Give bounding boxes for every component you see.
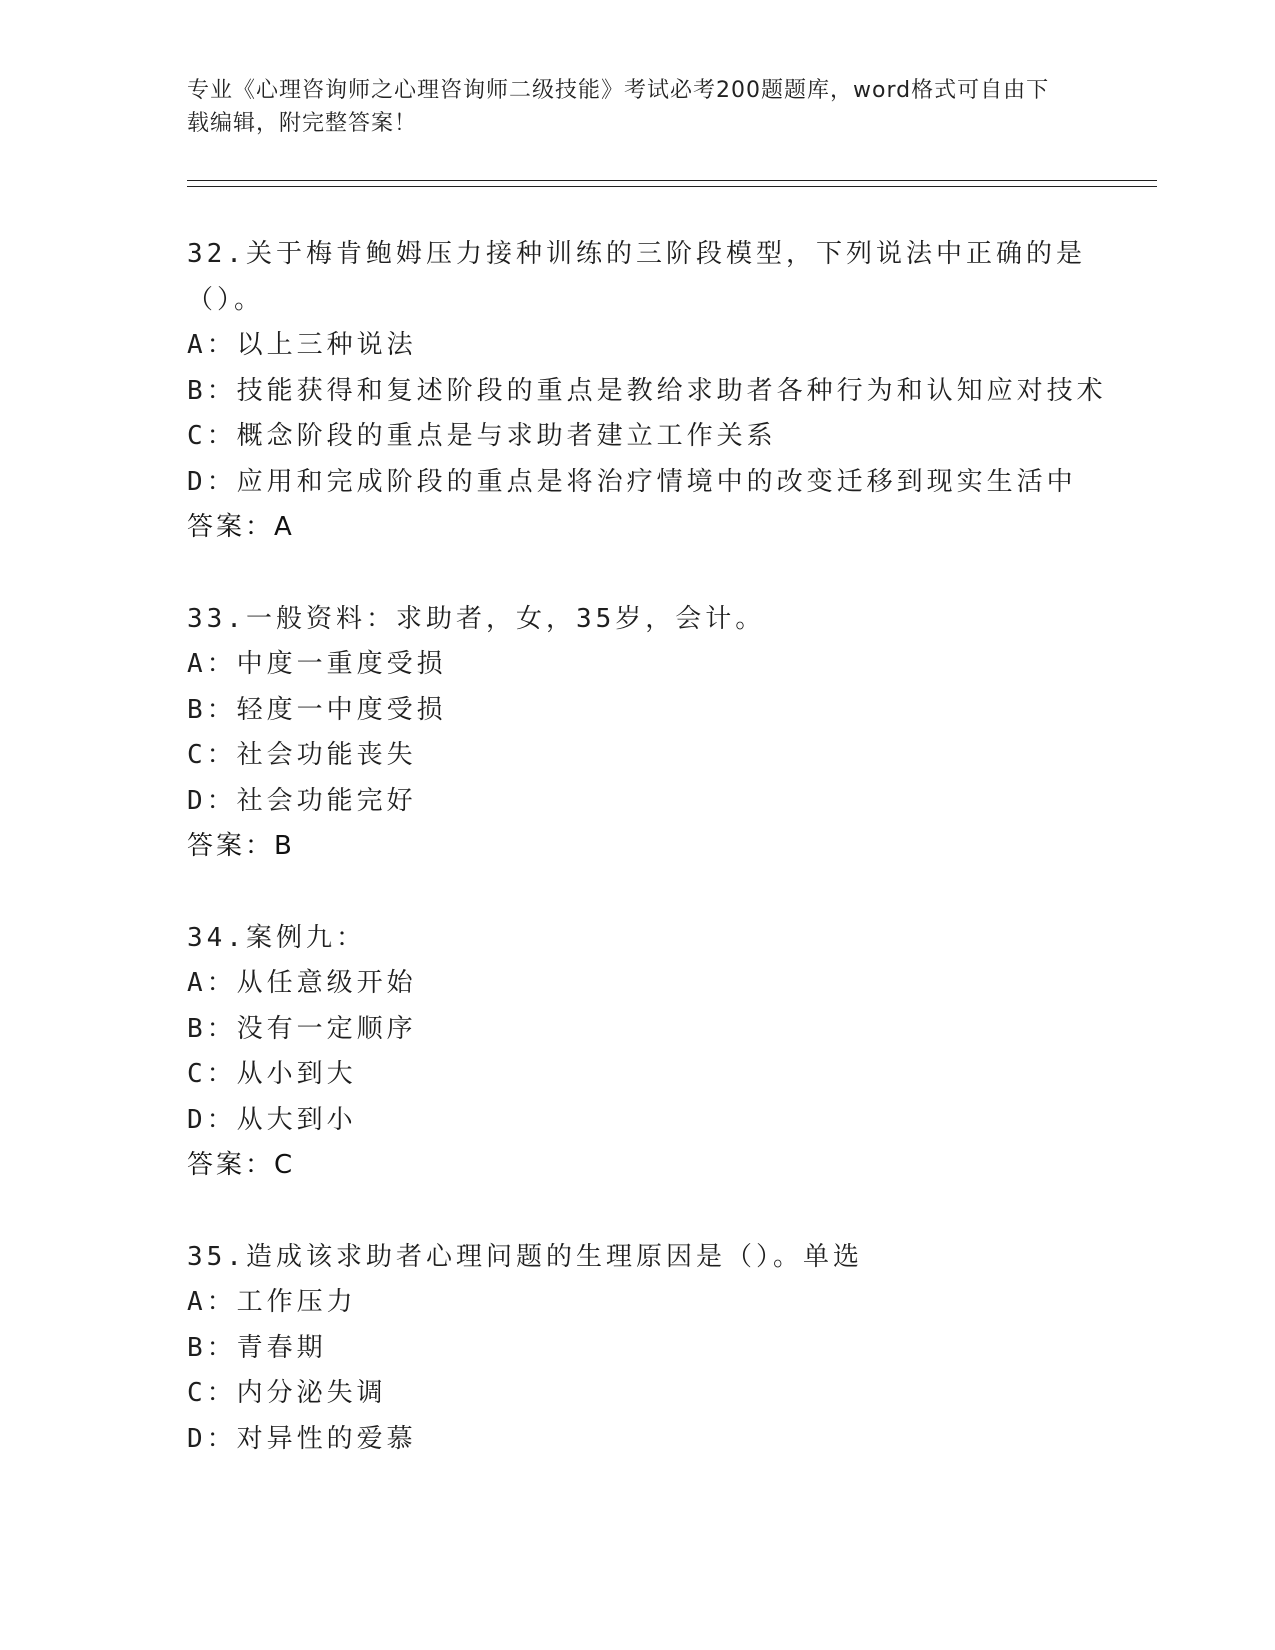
question-list [187, 232, 1107, 1508]
option-c: C：概念阶段的重点是与求助者建立工作关系 [187, 421, 777, 451]
option-c: C：社会功能丧失 [187, 740, 417, 770]
option-d: D：从大到小 [187, 1104, 357, 1135]
question-stem: 35.造成该求助者心理问题的生理原因是（）。单选 [187, 1241, 863, 1272]
question-stem: 32.关于梅肯鲍姆压力接种训练的三阶段模型，下列说法中正确的是（）。 [187, 239, 1086, 315]
question-stem: 33.一般资料：求助者，女，35岁，会计。 [187, 603, 766, 634]
option-d: D：对异性的爱慕 [187, 1423, 417, 1454]
answer-line: 答案：A [187, 512, 295, 542]
header-rule-top [187, 180, 1157, 181]
option-d: D：应用和完成阶段的重点是将治疗情境中的改变迁移到现实生活中 [187, 466, 1077, 497]
question-32 [187, 232, 1107, 551]
option-a: A：工作压力 [187, 1287, 357, 1317]
option-d: D：社会功能完好 [187, 785, 417, 816]
option-b: B：轻度一中度受损 [187, 694, 447, 725]
question-stem: 34.案例九： [187, 922, 366, 953]
question-34 [187, 916, 1087, 1189]
question-35 [187, 1235, 1087, 1463]
question-33 [187, 597, 1087, 870]
header-rule-bottom [187, 186, 1157, 187]
answer-line: 答案：B [187, 831, 295, 861]
option-b: B：没有一定顺序 [187, 1013, 417, 1044]
option-c: C：内分泌失调 [187, 1378, 387, 1408]
option-a: A：从任意级开始 [187, 968, 417, 998]
option-b: B：青春期 [187, 1332, 327, 1363]
option-b: B：技能获得和复述阶段的重点是教给求助者各种行为和认知应对技术 [187, 375, 1107, 406]
option-a: A：以上三种说法 [187, 330, 417, 360]
document-header: 专业《心理咨询师之心理咨询师二级技能》考试必考200题题库，word格式可自由下载编辑，附完整答案！ [187, 78, 1050, 136]
option-c: C：从小到大 [187, 1059, 357, 1089]
answer-line: 答案：C [187, 1150, 296, 1180]
option-a: A：中度一重度受损 [187, 649, 447, 679]
